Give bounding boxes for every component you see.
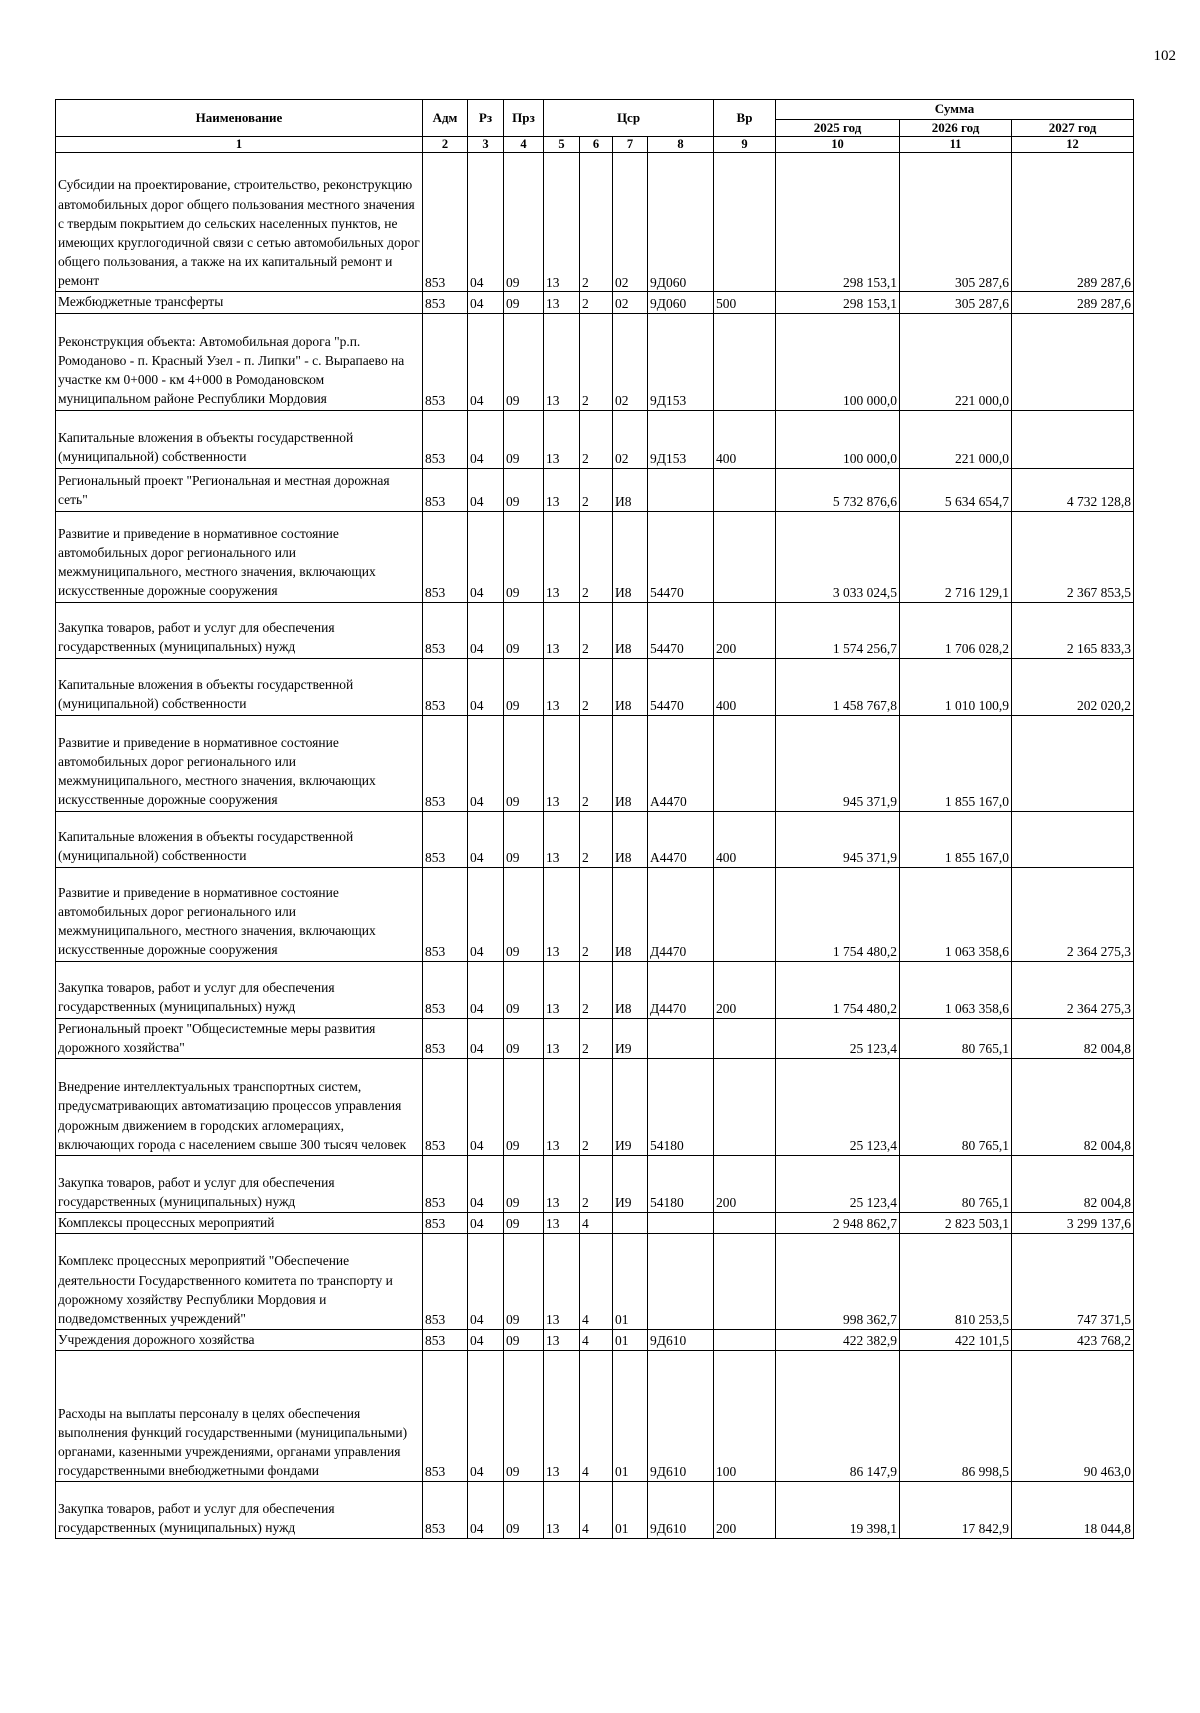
amount-2027: 2 367 853,5 bbox=[1012, 511, 1134, 602]
csr-code-6: 2 bbox=[580, 468, 613, 511]
amount-2025: 3 033 024,5 bbox=[776, 511, 900, 602]
amount-2025: 422 382,9 bbox=[776, 1330, 900, 1351]
amount-2026: 80 765,1 bbox=[900, 1018, 1012, 1058]
adm-code: 853 bbox=[423, 867, 468, 961]
vr-code: 400 bbox=[714, 811, 776, 867]
prz-code: 09 bbox=[504, 1351, 544, 1482]
csr-code-6: 4 bbox=[580, 1482, 613, 1539]
csr-code-6: 4 bbox=[580, 1234, 613, 1330]
csr-code-8: 54470 bbox=[648, 658, 714, 715]
csr-code-6: 2 bbox=[580, 658, 613, 715]
amount-2026: 80 765,1 bbox=[900, 1155, 1012, 1212]
amount-2027 bbox=[1012, 410, 1134, 468]
csr-code-7: 01 bbox=[613, 1234, 648, 1330]
table-row bbox=[56, 153, 1134, 292]
table-row bbox=[56, 1212, 1134, 1233]
csr-code-8: 9Д610 bbox=[648, 1482, 714, 1539]
table-row bbox=[56, 961, 1134, 1018]
row-name: Развитие и приведение в нормативное состояние автомобильных дорог регионального или межмуниципального, местного значения, включающих искусственные дорожные сооружения bbox=[56, 715, 423, 811]
row-name: Развитие и приведение в нормативное состояние автомобильных дорог регионального или межмуниципального, местного значения, включающих искусственные дорожные сооружения bbox=[56, 511, 423, 602]
csr-code-5: 13 bbox=[544, 153, 580, 292]
amount-2026: 1 063 358,6 bbox=[900, 867, 1012, 961]
row-name: Расходы на выплаты персоналу в целях обеспечения выполнения функций государственными (муниципальными) органами, казенными учреждениями, органами управления государственными внебюджетными фондами bbox=[56, 1351, 423, 1482]
adm-code: 853 bbox=[423, 1234, 468, 1330]
rz-code: 04 bbox=[468, 1058, 504, 1155]
table-row bbox=[56, 867, 1134, 961]
rz-code: 04 bbox=[468, 1351, 504, 1482]
table-row bbox=[56, 468, 1134, 511]
header-year-2025: 2025 год bbox=[776, 120, 900, 137]
csr-code-6: 2 bbox=[580, 715, 613, 811]
rz-code: 04 bbox=[468, 811, 504, 867]
row-name: Региональный проект "Региональная и местная дорожная сеть" bbox=[56, 468, 423, 511]
amount-2027 bbox=[1012, 715, 1134, 811]
rz-code: 04 bbox=[468, 1234, 504, 1330]
csr-code-5: 13 bbox=[544, 658, 580, 715]
csr-code-7: И8 bbox=[613, 715, 648, 811]
csr-code-5: 13 bbox=[544, 602, 580, 658]
row-name: Комплекс процессных мероприятий "Обеспечение деятельности Государственного комитета по транспорту и дорожному хозяйству Республики Мордовия и подведомственных учреждений" bbox=[56, 1234, 423, 1330]
amount-2026: 810 253,5 bbox=[900, 1234, 1012, 1330]
rz-code: 04 bbox=[468, 1018, 504, 1058]
prz-code: 09 bbox=[504, 313, 544, 410]
amount-2027: 2 165 833,3 bbox=[1012, 602, 1134, 658]
prz-code: 09 bbox=[504, 1058, 544, 1155]
column-number: 7 bbox=[613, 137, 648, 153]
prz-code: 09 bbox=[504, 658, 544, 715]
prz-code: 09 bbox=[504, 867, 544, 961]
table-row bbox=[56, 1018, 1134, 1058]
csr-code-6: 4 bbox=[580, 1351, 613, 1482]
row-name: Учреждения дорожного хозяйства bbox=[56, 1330, 423, 1351]
column-number: 9 bbox=[714, 137, 776, 153]
amount-2026: 80 765,1 bbox=[900, 1058, 1012, 1155]
row-name: Межбюджетные трансферты bbox=[56, 292, 423, 313]
vr-code: 400 bbox=[714, 410, 776, 468]
vr-code bbox=[714, 1058, 776, 1155]
csr-code-6: 2 bbox=[580, 811, 613, 867]
column-number: 11 bbox=[900, 137, 1012, 153]
csr-code-5: 13 bbox=[544, 715, 580, 811]
amount-2026: 305 287,6 bbox=[900, 153, 1012, 292]
header-name: Наименование bbox=[56, 100, 423, 137]
csr-code-5: 13 bbox=[544, 811, 580, 867]
csr-code-7: И8 bbox=[613, 468, 648, 511]
amount-2026: 1 706 028,2 bbox=[900, 602, 1012, 658]
prz-code: 09 bbox=[504, 292, 544, 313]
adm-code: 853 bbox=[423, 811, 468, 867]
adm-code: 853 bbox=[423, 1155, 468, 1212]
amount-2027: 289 287,6 bbox=[1012, 292, 1134, 313]
csr-code-6: 4 bbox=[580, 1212, 613, 1233]
row-name: Региональный проект "Общесистемные меры развития дорожного хозяйства" bbox=[56, 1018, 423, 1058]
amount-2026: 1 855 167,0 bbox=[900, 811, 1012, 867]
adm-code: 853 bbox=[423, 1330, 468, 1351]
prz-code: 09 bbox=[504, 511, 544, 602]
vr-code bbox=[714, 468, 776, 511]
csr-code-5: 13 bbox=[544, 1351, 580, 1482]
vr-code bbox=[714, 1212, 776, 1233]
amount-2025: 298 153,1 bbox=[776, 153, 900, 292]
row-name: Внедрение интеллектуальных транспортных систем, предусматривающих автоматизацию процессов управления дорожным движением в городских агломерациях, включающих города с населением свыше 300 тысяч человек bbox=[56, 1058, 423, 1155]
amount-2025: 19 398,1 bbox=[776, 1482, 900, 1539]
table-row bbox=[56, 602, 1134, 658]
adm-code: 853 bbox=[423, 658, 468, 715]
csr-code-6: 2 bbox=[580, 1018, 613, 1058]
vr-code bbox=[714, 715, 776, 811]
csr-code-6: 2 bbox=[580, 410, 613, 468]
csr-code-5: 13 bbox=[544, 511, 580, 602]
header-adm: Адм bbox=[423, 100, 468, 137]
header-prz: Прз bbox=[504, 100, 544, 137]
amount-2027: 2 364 275,3 bbox=[1012, 867, 1134, 961]
amount-2025: 86 147,9 bbox=[776, 1351, 900, 1482]
rz-code: 04 bbox=[468, 715, 504, 811]
vr-code bbox=[714, 1330, 776, 1351]
rz-code: 04 bbox=[468, 511, 504, 602]
table-row bbox=[56, 292, 1134, 313]
csr-code-5: 13 bbox=[544, 1212, 580, 1233]
row-name: Закупка товаров, работ и услуг для обеспечения государственных (муниципальных) нужд bbox=[56, 1155, 423, 1212]
csr-code-5: 13 bbox=[544, 867, 580, 961]
csr-code-8: 54470 bbox=[648, 511, 714, 602]
amount-2026: 17 842,9 bbox=[900, 1482, 1012, 1539]
csr-code-5: 13 bbox=[544, 410, 580, 468]
csr-code-6: 2 bbox=[580, 153, 613, 292]
csr-code-7 bbox=[613, 1212, 648, 1233]
csr-code-7: 01 bbox=[613, 1482, 648, 1539]
csr-code-5: 13 bbox=[544, 313, 580, 410]
amount-2025: 945 371,9 bbox=[776, 811, 900, 867]
rz-code: 04 bbox=[468, 1482, 504, 1539]
amount-2025: 1 754 480,2 bbox=[776, 867, 900, 961]
table-row bbox=[56, 1330, 1134, 1351]
vr-code bbox=[714, 153, 776, 292]
table-row bbox=[56, 1155, 1134, 1212]
csr-code-8: Д4470 bbox=[648, 867, 714, 961]
amount-2026: 2 716 129,1 bbox=[900, 511, 1012, 602]
row-name: Реконструкция объекта: Автомобильная дорога "р.п. Ромоданово - п. Красный Узел - п. Липки" - с. Вырапаево на участке км 0+000 - км 4+000 в Ромодановском муниципальном районе Республики Мордовия bbox=[56, 313, 423, 410]
vr-code: 400 bbox=[714, 658, 776, 715]
column-number: 10 bbox=[776, 137, 900, 153]
amount-2027 bbox=[1012, 313, 1134, 410]
csr-code-8: 9Д610 bbox=[648, 1351, 714, 1482]
prz-code: 09 bbox=[504, 1234, 544, 1330]
vr-code: 500 bbox=[714, 292, 776, 313]
amount-2027: 18 044,8 bbox=[1012, 1482, 1134, 1539]
csr-code-8 bbox=[648, 468, 714, 511]
prz-code: 09 bbox=[504, 410, 544, 468]
page-number: 102 bbox=[1153, 48, 1176, 64]
csr-code-7: И8 bbox=[613, 658, 648, 715]
rz-code: 04 bbox=[468, 961, 504, 1018]
amount-2025: 100 000,0 bbox=[776, 410, 900, 468]
prz-code: 09 bbox=[504, 153, 544, 292]
column-number: 1 bbox=[56, 137, 423, 153]
prz-code: 09 bbox=[504, 1155, 544, 1212]
header-rz: Рз bbox=[468, 100, 504, 137]
row-name: Закупка товаров, работ и услуг для обеспечения государственных (муниципальных) нужд bbox=[56, 961, 423, 1018]
csr-code-8 bbox=[648, 1212, 714, 1233]
rz-code: 04 bbox=[468, 410, 504, 468]
amount-2025: 2 948 862,7 bbox=[776, 1212, 900, 1233]
amount-2025: 25 123,4 bbox=[776, 1058, 900, 1155]
csr-code-7: И9 bbox=[613, 1058, 648, 1155]
table-row bbox=[56, 658, 1134, 715]
rz-code: 04 bbox=[468, 313, 504, 410]
amount-2027: 4 732 128,8 bbox=[1012, 468, 1134, 511]
header-year-2027: 2027 год bbox=[1012, 120, 1134, 137]
vr-code bbox=[714, 867, 776, 961]
prz-code: 09 bbox=[504, 961, 544, 1018]
amount-2026: 5 634 654,7 bbox=[900, 468, 1012, 511]
amount-2027: 82 004,8 bbox=[1012, 1018, 1134, 1058]
amount-2026: 305 287,6 bbox=[900, 292, 1012, 313]
amount-2027 bbox=[1012, 811, 1134, 867]
adm-code: 853 bbox=[423, 1018, 468, 1058]
csr-code-5: 13 bbox=[544, 1058, 580, 1155]
table-row bbox=[56, 313, 1134, 410]
amount-2025: 298 153,1 bbox=[776, 292, 900, 313]
header-year-2026: 2026 год bbox=[900, 120, 1012, 137]
rz-code: 04 bbox=[468, 867, 504, 961]
csr-code-7: И8 bbox=[613, 961, 648, 1018]
amount-2026: 2 823 503,1 bbox=[900, 1212, 1012, 1233]
csr-code-6: 4 bbox=[580, 1330, 613, 1351]
csr-code-6: 2 bbox=[580, 1058, 613, 1155]
amount-2027: 3 299 137,6 bbox=[1012, 1212, 1134, 1233]
csr-code-6: 2 bbox=[580, 961, 613, 1018]
amount-2027: 2 364 275,3 bbox=[1012, 961, 1134, 1018]
csr-code-8: 9Д153 bbox=[648, 410, 714, 468]
adm-code: 853 bbox=[423, 1212, 468, 1233]
amount-2026: 86 998,5 bbox=[900, 1351, 1012, 1482]
prz-code: 09 bbox=[504, 602, 544, 658]
adm-code: 853 bbox=[423, 468, 468, 511]
table-row bbox=[56, 715, 1134, 811]
prz-code: 09 bbox=[504, 811, 544, 867]
csr-code-5: 13 bbox=[544, 292, 580, 313]
csr-code-7: И9 bbox=[613, 1018, 648, 1058]
csr-code-8: 9Д060 bbox=[648, 153, 714, 292]
csr-code-5: 13 bbox=[544, 1330, 580, 1351]
csr-code-8: А4470 bbox=[648, 715, 714, 811]
rz-code: 04 bbox=[468, 1330, 504, 1351]
vr-code: 200 bbox=[714, 1155, 776, 1212]
amount-2027: 423 768,2 bbox=[1012, 1330, 1134, 1351]
adm-code: 853 bbox=[423, 1058, 468, 1155]
vr-code: 200 bbox=[714, 961, 776, 1018]
csr-code-5: 13 bbox=[544, 468, 580, 511]
csr-code-6: 2 bbox=[580, 292, 613, 313]
amount-2025: 998 362,7 bbox=[776, 1234, 900, 1330]
csr-code-5: 13 bbox=[544, 1018, 580, 1058]
vr-code: 200 bbox=[714, 602, 776, 658]
column-number: 12 bbox=[1012, 137, 1134, 153]
csr-code-8: 54470 bbox=[648, 602, 714, 658]
amount-2025: 25 123,4 bbox=[776, 1155, 900, 1212]
table-row bbox=[56, 511, 1134, 602]
amount-2025: 945 371,9 bbox=[776, 715, 900, 811]
row-name: Закупка товаров, работ и услуг для обеспечения государственных (муниципальных) нужд bbox=[56, 1482, 423, 1539]
amount-2026: 1 855 167,0 bbox=[900, 715, 1012, 811]
budget-table bbox=[55, 99, 1134, 1539]
prz-code: 09 bbox=[504, 468, 544, 511]
adm-code: 853 bbox=[423, 715, 468, 811]
prz-code: 09 bbox=[504, 1018, 544, 1058]
column-number: 4 bbox=[504, 137, 544, 153]
column-number: 6 bbox=[580, 137, 613, 153]
prz-code: 09 bbox=[504, 1212, 544, 1233]
table-row bbox=[56, 1234, 1134, 1330]
amount-2026: 221 000,0 bbox=[900, 313, 1012, 410]
csr-code-7: 02 bbox=[613, 313, 648, 410]
adm-code: 853 bbox=[423, 410, 468, 468]
csr-code-7: И8 bbox=[613, 811, 648, 867]
amount-2027: 747 371,5 bbox=[1012, 1234, 1134, 1330]
csr-code-8: 9Д060 bbox=[648, 292, 714, 313]
csr-code-7: 01 bbox=[613, 1330, 648, 1351]
header-vr: Вр bbox=[714, 100, 776, 137]
csr-code-8 bbox=[648, 1018, 714, 1058]
rz-code: 04 bbox=[468, 153, 504, 292]
amount-2027: 202 020,2 bbox=[1012, 658, 1134, 715]
csr-code-7: 01 bbox=[613, 1351, 648, 1482]
amount-2027: 289 287,6 bbox=[1012, 153, 1134, 292]
csr-code-7: И9 bbox=[613, 1155, 648, 1212]
amount-2027: 90 463,0 bbox=[1012, 1351, 1134, 1482]
table-row bbox=[56, 1351, 1134, 1482]
amount-2025: 1 574 256,7 bbox=[776, 602, 900, 658]
table-body bbox=[56, 153, 1134, 1539]
amount-2025: 100 000,0 bbox=[776, 313, 900, 410]
csr-code-7: И8 bbox=[613, 602, 648, 658]
row-name: Комплексы процессных мероприятий bbox=[56, 1212, 423, 1233]
rz-code: 04 bbox=[468, 602, 504, 658]
vr-code bbox=[714, 511, 776, 602]
csr-code-7: И8 bbox=[613, 867, 648, 961]
adm-code: 853 bbox=[423, 292, 468, 313]
header-csr: Цср bbox=[544, 100, 714, 137]
vr-code: 100 bbox=[714, 1351, 776, 1482]
csr-code-8 bbox=[648, 1234, 714, 1330]
amount-2025: 1 754 480,2 bbox=[776, 961, 900, 1018]
csr-code-6: 2 bbox=[580, 602, 613, 658]
amount-2026: 422 101,5 bbox=[900, 1330, 1012, 1351]
rz-code: 04 bbox=[468, 658, 504, 715]
amount-2027: 82 004,8 bbox=[1012, 1155, 1134, 1212]
csr-code-8: А4470 bbox=[648, 811, 714, 867]
row-name: Развитие и приведение в нормативное состояние автомобильных дорог регионального или межмуниципального, местного значения, включающих искусственные дорожные сооружения bbox=[56, 867, 423, 961]
row-name: Капитальные вложения в объекты государственной (муниципальной) собственности bbox=[56, 658, 423, 715]
column-number: 3 bbox=[468, 137, 504, 153]
table-row bbox=[56, 1482, 1134, 1539]
prz-code: 09 bbox=[504, 1482, 544, 1539]
adm-code: 853 bbox=[423, 961, 468, 1018]
csr-code-6: 2 bbox=[580, 511, 613, 602]
amount-2025: 1 458 767,8 bbox=[776, 658, 900, 715]
csr-code-6: 2 bbox=[580, 313, 613, 410]
rz-code: 04 bbox=[468, 1212, 504, 1233]
vr-code bbox=[714, 1234, 776, 1330]
csr-code-5: 13 bbox=[544, 1155, 580, 1212]
column-number: 2 bbox=[423, 137, 468, 153]
csr-code-7: 02 bbox=[613, 410, 648, 468]
table-row bbox=[56, 811, 1134, 867]
row-name: Субсидии на проектирование, строительство, реконструкцию автомобильных дорог общего пользования местного значения с твердым покрытием до сельских населенных пунктов, не имеющих круглогодичной связи с сетью автомобильных дорог общего пользования, а также на их капитальный ремонт и ремонт bbox=[56, 153, 423, 292]
adm-code: 853 bbox=[423, 1351, 468, 1482]
csr-code-8: 54180 bbox=[648, 1155, 714, 1212]
csr-code-7: 02 bbox=[613, 292, 648, 313]
header-sum: Сумма bbox=[776, 100, 1134, 120]
row-name: Капитальные вложения в объекты государственной (муниципальной) собственности bbox=[56, 811, 423, 867]
adm-code: 853 bbox=[423, 511, 468, 602]
adm-code: 853 bbox=[423, 602, 468, 658]
csr-code-5: 13 bbox=[544, 1234, 580, 1330]
amount-2026: 1 063 358,6 bbox=[900, 961, 1012, 1018]
vr-code bbox=[714, 313, 776, 410]
column-number: 5 bbox=[544, 137, 580, 153]
table-row bbox=[56, 1058, 1134, 1155]
column-number: 8 bbox=[648, 137, 714, 153]
prz-code: 09 bbox=[504, 1330, 544, 1351]
adm-code: 853 bbox=[423, 313, 468, 410]
rz-code: 04 bbox=[468, 292, 504, 313]
csr-code-8: Д4470 bbox=[648, 961, 714, 1018]
amount-2026: 1 010 100,9 bbox=[900, 658, 1012, 715]
csr-code-7: И8 bbox=[613, 511, 648, 602]
adm-code: 853 bbox=[423, 153, 468, 292]
csr-code-7: 02 bbox=[613, 153, 648, 292]
vr-code bbox=[714, 1018, 776, 1058]
csr-code-6: 2 bbox=[580, 867, 613, 961]
amount-2026: 221 000,0 bbox=[900, 410, 1012, 468]
amount-2025: 5 732 876,6 bbox=[776, 468, 900, 511]
csr-code-6: 2 bbox=[580, 1155, 613, 1212]
csr-code-5: 13 bbox=[544, 1482, 580, 1539]
table-row bbox=[56, 410, 1134, 468]
amount-2025: 25 123,4 bbox=[776, 1018, 900, 1058]
csr-code-8: 54180 bbox=[648, 1058, 714, 1155]
csr-code-8: 9Д610 bbox=[648, 1330, 714, 1351]
adm-code: 853 bbox=[423, 1482, 468, 1539]
rz-code: 04 bbox=[468, 468, 504, 511]
csr-code-5: 13 bbox=[544, 961, 580, 1018]
amount-2027: 82 004,8 bbox=[1012, 1058, 1134, 1155]
prz-code: 09 bbox=[504, 715, 544, 811]
csr-code-8: 9Д153 bbox=[648, 313, 714, 410]
vr-code: 200 bbox=[714, 1482, 776, 1539]
row-name: Закупка товаров, работ и услуг для обеспечения государственных (муниципальных) нужд bbox=[56, 602, 423, 658]
row-name: Капитальные вложения в объекты государственной (муниципальной) собственности bbox=[56, 410, 423, 468]
rz-code: 04 bbox=[468, 1155, 504, 1212]
